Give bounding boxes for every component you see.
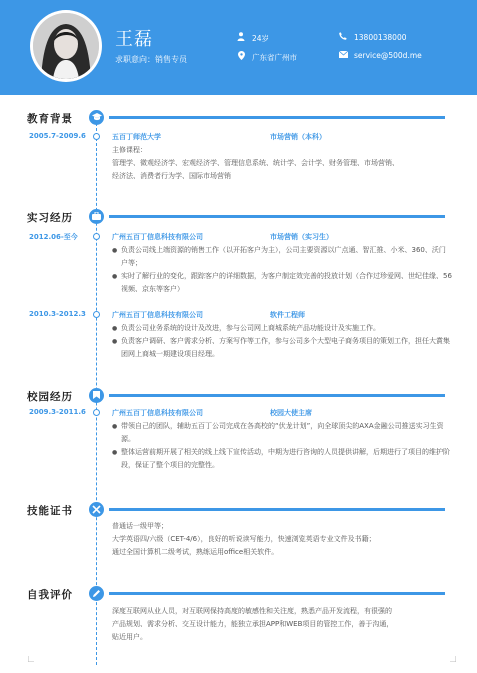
campus-duties	[112, 420, 452, 472]
corner-mark	[450, 656, 456, 662]
age-text: 24岁	[252, 34, 270, 43]
location-text: 广东省广州市	[252, 53, 297, 62]
evaluation-line: 贴近用户。	[112, 633, 147, 641]
courses-label: 主修课程：	[112, 146, 147, 154]
education-courses	[112, 144, 452, 183]
section-divider	[109, 215, 445, 218]
timeline-dot	[93, 409, 100, 416]
internship-date-2: 2010.3-2012.3	[29, 310, 86, 318]
location-info	[236, 51, 297, 63]
phone-icon	[338, 32, 348, 42]
section-title-skills: 技能证书	[27, 505, 73, 517]
age-info	[236, 32, 269, 44]
internship-duties-2	[112, 322, 452, 361]
duty-item: ● 负责公司业务系统的设计及改进，参与公司网上商城系统产品功能设计及实施工作。	[112, 322, 452, 335]
section-title-campus: 校园经历	[27, 391, 73, 403]
skill-line: 通过全国计算机二级考试，熟练运用office相关软件。	[112, 548, 279, 556]
phone-text[interactable]: 13800138000	[354, 33, 407, 42]
section-title-self: 自我评价	[27, 589, 73, 601]
pencil-icon	[89, 586, 104, 601]
section-title-education: 教育背景	[27, 113, 73, 125]
bookmark-icon	[89, 388, 104, 403]
skills-list	[112, 520, 452, 559]
education-school: 五百丁师范大学	[112, 133, 161, 141]
internship-role-2: 软件工程师	[270, 311, 305, 319]
evaluation-line: 深度互联网从业人员，对互联网保持高度的敏感性和关注度，熟悉产品开发流程，有很强的	[112, 607, 392, 615]
timeline-dot	[93, 133, 100, 140]
courses-line: 管理学、微观经济学、宏观经济学、管理信息系统、统计学、会计学、财务管理、市场营销、	[112, 159, 399, 167]
section-divider	[109, 592, 445, 595]
phone-info	[338, 32, 407, 42]
skill-line: 大学英语四/六级（CET-4/6），良好的听说读写能力，快速浏览英语专业文件及书籍；	[112, 535, 376, 543]
internship-company-1: 广州五百丁信息科技有限公司	[112, 233, 203, 241]
resume-header	[0, 0, 477, 95]
portrait-photo	[33, 13, 99, 79]
corner-mark	[28, 656, 34, 662]
skill-line: 普通话一级甲等；	[112, 522, 168, 530]
duty-item: ● 带领自己的团队，辅助五百丁公司完成在各高校的“伏龙计划”，向全球顶尖的AXA金融公司推送实习生资源。	[112, 420, 452, 446]
campus-organization: 广州五百丁信息科技有限公司	[112, 409, 203, 417]
duty-item: ● 负责公司线上端资源的销售工作（以开拓客户为主），公司主要资源以广点通、智汇推、小米、360、沃门户等；	[112, 244, 452, 270]
internship-company-2: 广州五百丁信息科技有限公司	[112, 311, 203, 319]
internship-role-1: 市场营销（实习生）	[270, 233, 333, 241]
avatar	[33, 13, 99, 79]
duty-item: ● 实时了解行业的变化，跟踪客户的详细数据，为客户制定效完善的投放计划（合作过珍爱网、世纪佳缘、56视频、京东等客户）	[112, 270, 452, 296]
email-text[interactable]: service@500d.me	[354, 51, 422, 60]
campus-date: 2009.3-2011.6	[29, 408, 86, 416]
section-divider	[109, 116, 445, 119]
campus-role: 校园大使主席	[270, 409, 312, 417]
section-divider	[109, 508, 445, 511]
tools-icon	[89, 502, 104, 517]
graduation-cap-icon	[89, 110, 104, 125]
timeline-dot	[93, 311, 100, 318]
job-intent: 求职意向：销售专员	[115, 55, 187, 64]
courses-line: 经济法、消费者行为学、国际市场营销	[112, 172, 231, 180]
mail-icon	[338, 51, 348, 60]
email-info	[338, 51, 422, 60]
evaluation-line: 产品规划、需求分析、交互设计能力，能独立承担APP和WEB项目的管控工作，善于沟通，	[112, 620, 394, 628]
briefcase-icon	[89, 209, 104, 224]
education-date: 2005.7-2009.6	[29, 132, 86, 140]
internship-date-1: 2012.06-至今	[29, 233, 78, 241]
candidate-name: 王磊	[115, 29, 153, 50]
duty-item: ● 整体运营前期开展了相关的线上线下宣传活动，中期为进行咨询的人员提供讲解，后期进行了项目的维护阶段，保证了整个项目的完整性。	[112, 446, 452, 472]
avatar-frame	[30, 10, 102, 82]
section-divider	[109, 394, 445, 397]
self-evaluation	[112, 605, 452, 644]
person-icon	[236, 32, 246, 43]
timeline-dot	[93, 233, 100, 240]
education-major: 市场营销（本科）	[270, 133, 326, 141]
section-title-internship: 实习经历	[27, 212, 73, 224]
internship-duties-1	[112, 244, 452, 296]
duty-item: ● 负责客户调研、客户需求分析、方案写作等工作，参与公司多个大型电子商务项目的策划工作，担任大賞集团网上商城一期建设项目经理。	[112, 335, 452, 361]
map-pin-icon	[236, 51, 246, 62]
